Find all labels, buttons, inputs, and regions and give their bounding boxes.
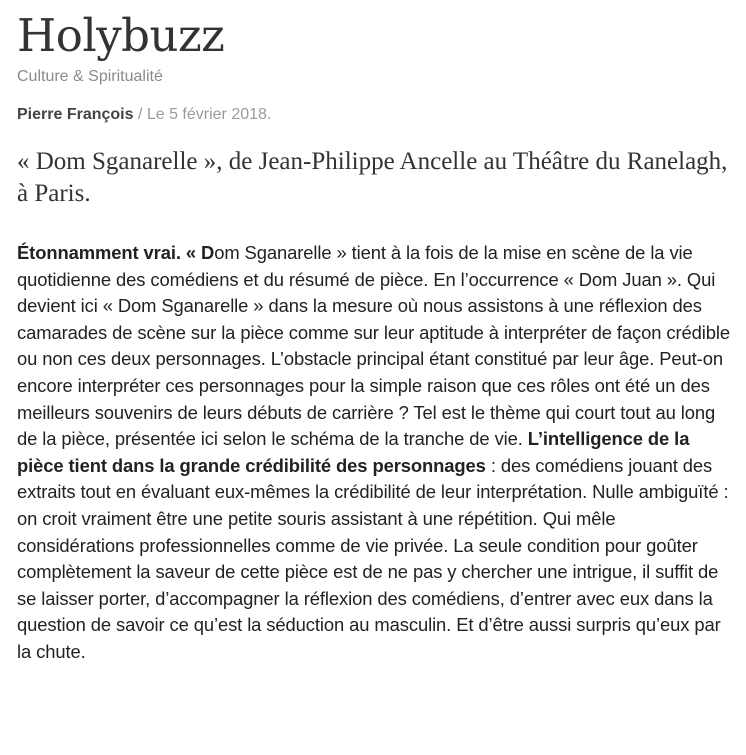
site-title[interactable]: Holybuzz (17, 9, 225, 62)
author-name[interactable]: Pierre François (17, 106, 134, 123)
article-page (17, 6, 732, 684)
site-subtitle: Culture & Spiritualité (17, 68, 163, 85)
body-text-part-2: : des comédiens jouant des extraits tout en évaluant eux-mêmes la crédibilité de leur interprétation. Nulle ambiguïté : on croit vraiment être une petite souris assistant à une répétition. Qui mêle considérations professionnelles comme de vie privée. La seule condition pour goûter complètement la saveur de cette pièce est de ne pas y chercher une intrigue, il suffit de se laisser porter, d’accompagner la réflexion des comédiens, d’entrer avec eux dans la question de savoir ce qu’est la séduction au masculin. Et d’être aussi surpris qu’eux par la chute. (17, 454, 729, 662)
publish-date: Le 5 février 2018. (146, 106, 272, 123)
article-body (17, 240, 732, 666)
body-text-part-1: om Sganarelle » tient à la fois de la mise en scène de la vie quotidienne des comédiens et du résumé de pièce. En l’occurrence « Dom Juan ». Qui devient ici « Dom Sganarelle » dans la mesure où nous assistons à une réflexion des camarades de scène sur la pièce comme sur leur aptitude à interpréter de façon crédible ou non ces deux personnages. L’obstacle principal étant constitué par leur âge. Peut-on encore interpréter ces personnages pour la simple raison que ces rôles ont été un des meilleurs souvenirs de leurs débuts de carrière ? Tel est le thème qui court tout au long de la pièce, présentée ici selon le schéma de la tranche de vie. (17, 242, 731, 450)
byline (17, 104, 732, 126)
lead-bold-text: Étonnamment vrai. « D (17, 242, 215, 263)
byline-separator: / (133, 106, 147, 123)
highlight-bold-text: L’intelligence de la pièce tient dans la grande crédibilité des personnages (17, 428, 690, 476)
article-headline: « Dom Sganarelle », de Jean-Philippe Ancelle au Théâtre du Ranelagh, à Paris. (17, 148, 728, 207)
